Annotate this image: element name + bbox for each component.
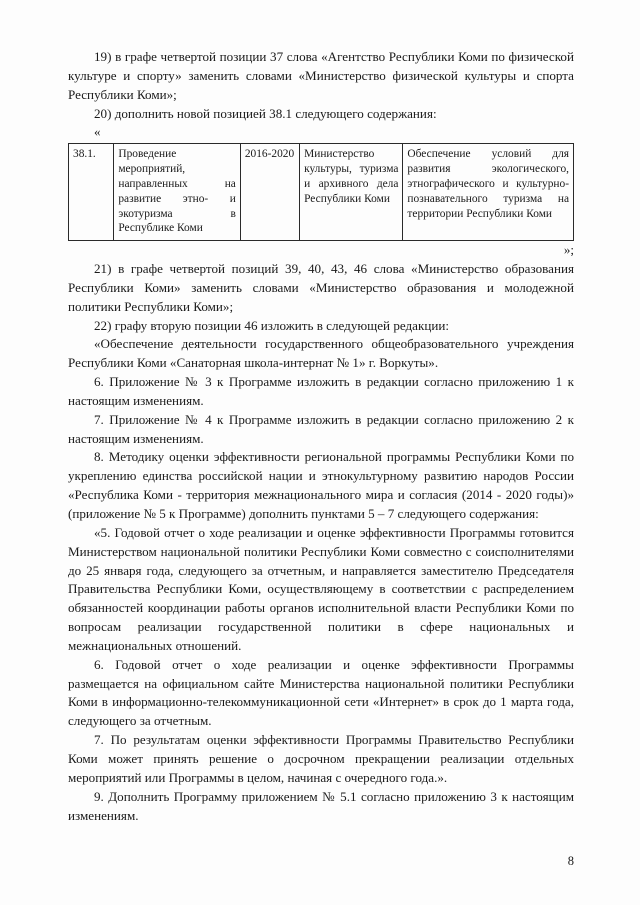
paragraph-7: 7. Приложение № 4 к Программе изложить в редакции согласно приложению 2 к настоящим изменениям. [68, 411, 574, 446]
paragraph-19: 19) в графе четвертой позиции 37 слова «Агентство Республики Коми по физической культуре и спорту» заменить словами «Министерство физической культуры и спорта Республики Коми»; [68, 49, 574, 102]
cell-years: 2016-2020 [240, 144, 299, 241]
paragraph-methodic-6: 6. Годовой отчет о ходе реализации и оценке эффективности Программы размещается на официальном сайте Министерства национальной политики Республики Коми в информационно-телекоммуникационной сети «Интернет» в срок до 1 марта года, следующего за отчетным. [68, 656, 574, 729]
cell-position-number: 38.1. [69, 144, 114, 241]
quote-open-mark: « [94, 124, 101, 140]
cell-measure-name: Проведение мероприятий, направленных на развитие этно- и экотуризма в Республике Коми [114, 144, 241, 241]
cell-expected-result: Обеспечение условий для развития экологического, этнографического и культурно-познавательного туризма на территории Республики Коми [403, 144, 574, 241]
paragraph-22: 22) графу вторую позиции 46 изложить в следующей редакции: [94, 317, 450, 333]
quote-close-mark: »; [563, 242, 574, 258]
paragraph-21: 21) в графе четвертой позиций 39, 40, 43, 46 слова «Министерство образования Республики Коми» заменить словами «Министерство образования и молодежной политики Республики Коми»; [68, 261, 574, 314]
paragraph-20: 20) дополнить новой позицией 38.1 следующего содержания: [94, 105, 437, 121]
table-row [69, 144, 574, 241]
paragraph-methodic-7: 7. По результатам оценки эффективности Программы Правительство Республики Коми может принять решение о досрочном прекращении реализации отдельных мероприятий или Программы в целом, начиная с очередного года.». [68, 732, 574, 785]
position-table [68, 143, 574, 241]
page-number: 8 [567, 854, 574, 868]
paragraph-8: 8. Методику оценки эффективности региональной программы Республики Коми по укреплению единства российской нации и этнокультурному развитию народов России «Республика Коми - территория межнационального мира и согласия (2014 - 2020 годы)» (приложение № 5 к Программе) дополнить пунктами 5 – 7 следующего содержания: [68, 449, 574, 521]
cell-executor: Министерство культуры, туризма и архивного дела Республики Коми [300, 144, 403, 241]
paragraph-6: 6. Приложение № 3 к Программе изложить в редакции согласно приложению 1 к настоящим изменениям. [68, 374, 574, 408]
paragraph-9: 9. Дополнить Программу приложением № 5.1 согласно приложению 3 к настоящим изменениям. [68, 788, 574, 823]
document-body [68, 48, 574, 825]
paragraph-22-quote: «Обеспечение деятельности государственного общеобразовательного учреждения Республики Коми «Санаторная школа-интернат № 1» г. Воркуты». [68, 336, 574, 371]
paragraph-methodic-5: «5. Годовой отчет о ходе реализации и оценке эффективности Программы готовится Министерством национальной политики Республики Коми совместно с соисполнителями до 25 января года, следующего за отчетным, и направляется заместителю Председателя Правительства Республики Коми, осуществляющему в соответствии с распределением обязанностей координации работы органов исполнительной власти Республики Коми по вопросам реализации государственной политики в сфере национальных и межнациональных отношений. [68, 524, 574, 653]
